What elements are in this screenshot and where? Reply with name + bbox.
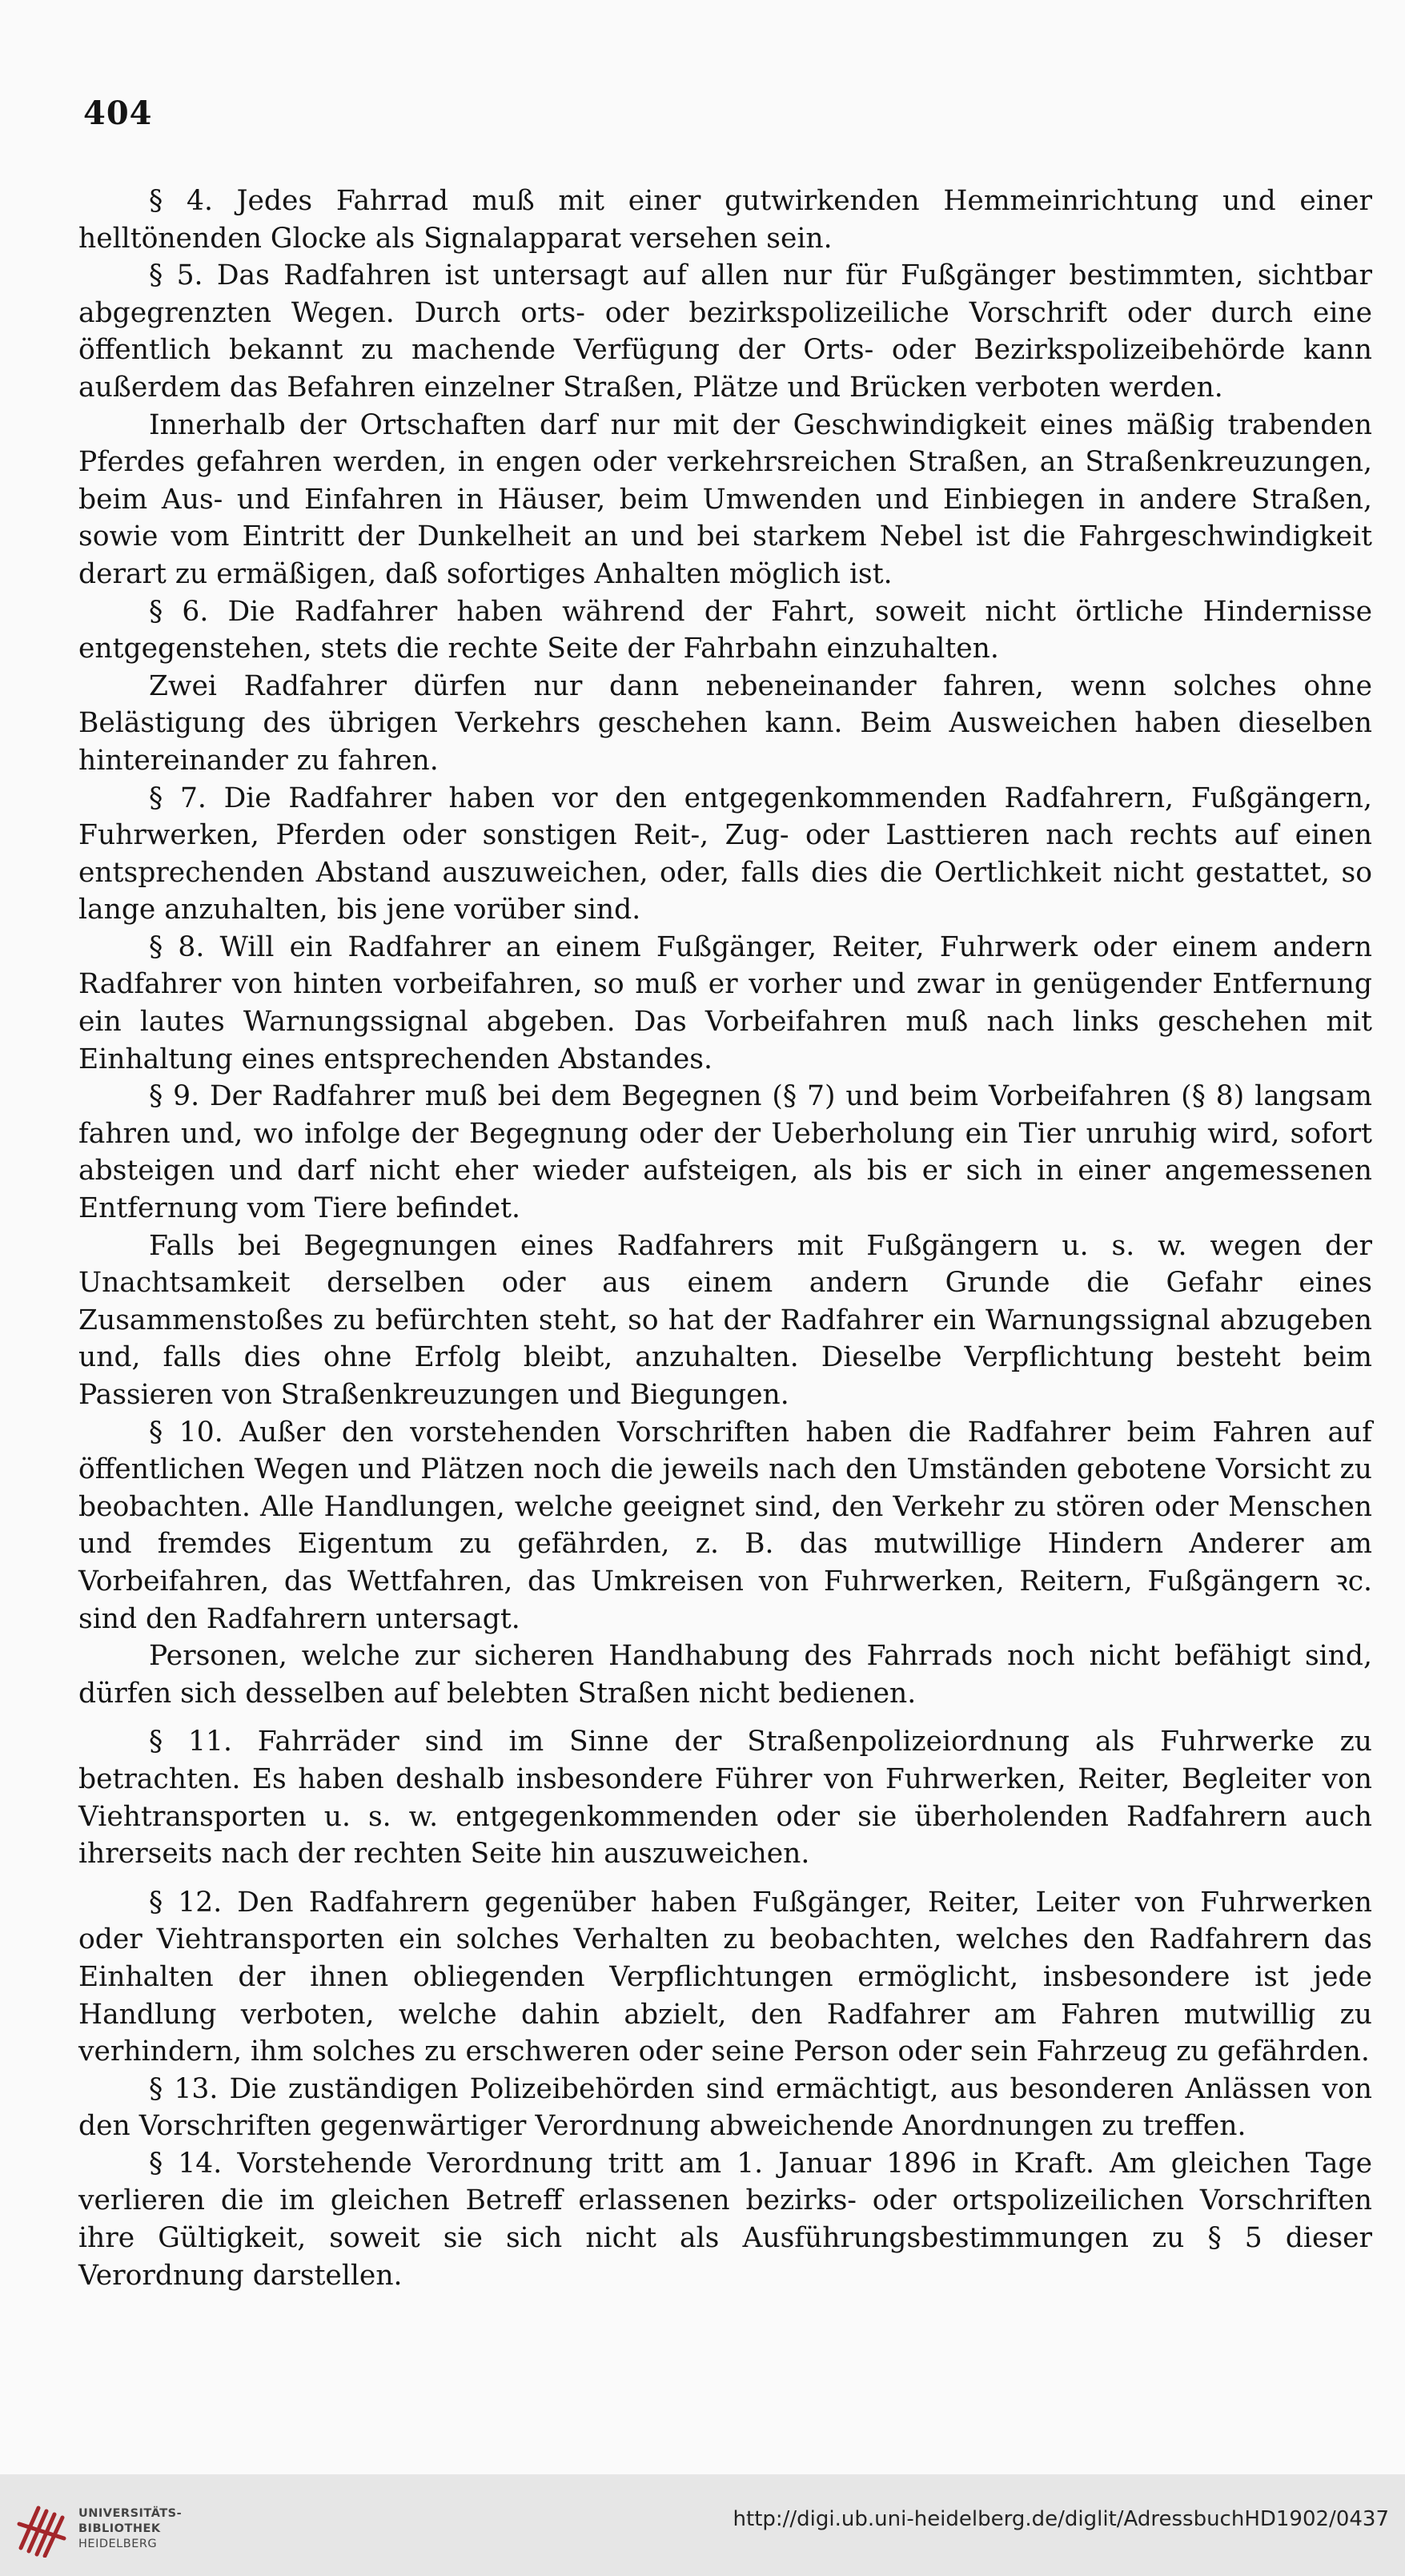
paragraph-unskilled-riders: Personen, welche zur sicheren Handhabung des Fahrrads noch nicht befähigt sind, dürfen sich desselben auf belebten Straßen nicht bedienen. <box>78 1640 1372 1710</box>
library-logo[interactable] <box>14 2490 207 2562</box>
logo-line-city: HEIDELBERG <box>78 2538 158 2550</box>
paragraph-section-13: § 13. Die zuständigen Polizeibehörden sind ermächtigt, aus besonderen Anlässen von den Vorschriften gegenwärtiger Verordnung abweichende Anordnungen zu treffen. <box>78 2072 1372 2143</box>
paragraph-section-6: § 6. Die Radfahrer haben während der Fahrt, soweit nicht örtliche Hindernisse entgegenstehen, stets die rechte Seite der Fahrbahn einzuhalten. <box>78 595 1372 665</box>
page-number: 404 <box>83 94 153 132</box>
paragraph-side-by-side: Zwei Radfahrer dürfen nur dann nebeneinander fahren, wenn solches ohne Belästigung des übrigen Verkehrs geschehen kann. Beim Ausweichen haben dieselben hintereinander zu fahren. <box>78 669 1372 777</box>
paragraph-collision-warning: Falls bei Begegnungen eines Radfahrers mit Fußgängern u. s. w. wegen der Unachtsamkeit derselben oder aus einem andern Grunde die Gefahr eines Zusammenstoßes zu befürchten steht, so hat der Radfahrer ein Warnungssignal abzugeben und, falls dies ohne Erfolg bleibt, anzuhalten. Dieselbe Verpflichtung besteht beim Passieren von Straßenkreuzungen und Biegungen. <box>78 1229 1372 1411</box>
paragraph-section-14: § 14. Vorstehende Verordnung tritt am 1. Januar 1896 in Kraft. Am gleichen Tage verlieren die im gleichen Betreff erlassenen bezirks- oder ortspolizeilichen Vorschriften ihre Gültigkeit, soweit sie sich nicht als Ausführungsbestimmungen zu § 5 dieser Verordnung darstellen. <box>78 2147 1372 2292</box>
logo-line-university: UNIVERSITÄTS- <box>78 2507 183 2520</box>
library-logo-text <box>78 2506 182 2552</box>
paragraph-speed-rules: Innerhalb der Ortschaften darf nur mit der Geschwindigkeit eines mäßig trabenden Pferdes gefahren werden, in engen oder verkehrsreichen Straßen, an Straßenkreuzungen, beim Aus- und Einfahren in Häuser, beim Umwenden und Einbiegen in andere Straßen, sowie vom Eintritt der Dunkelheit an und bei starkem Nebel ist die Fahrgeschwindigkeit derart zu ermäßigen, daß sofortiges Anhalten möglich ist. <box>78 408 1372 590</box>
paragraph-section-11: § 11. Fahrräder sind im Sinne der Straßenpolizeiordnung als Fuhrwerke zu betrachten. Es haben deshalb insbesondere Führer von Fuhrwerken, Reiter, Begleiter von Viehtransporten u. s. w. entgegenkommenden oder sie überholenden Radfahrern auch ihrerseits nach der rechten Seite hin auszuweichen. <box>78 1726 1372 1871</box>
footer-bar <box>0 2474 1405 2576</box>
paragraph-section-5: § 5. Das Radfahren ist untersagt auf allen nur für Fußgänger bestimmten, sichtbar abgegrenzten Wegen. Durch orts- oder bezirkspolizeiliche Vorschrift oder durch eine öffentlich bekannt zu machende Verfügung der Orts- oder Bezirkspolizeibehörde kann außerdem das Befahren einzelner Straßen, Plätze und Brücken verboten werden. <box>78 259 1372 404</box>
paragraph-section-12: § 12. Den Radfahrern gegenüber haben Fußgänger, Reiter, Leiter von Fuhrwerken oder Viehtransporten ein solches Verhalten zu beobachten, welches den Radfahrern das Einhalten der ihnen obliegenden Verpflichtungen ermöglicht, insbesondere ist jede Handlung verboten, welche dahin abzielt, den Radfahrer am Fahren mutwillig zu verhindern, ihm solches zu erschweren oder seine Person oder sein Fahrzeug zu gefährden. <box>78 1886 1372 2068</box>
paragraph-section-8: § 8. Will ein Radfahrer an einem Fußgänger, Reiter, Fuhrwerk oder einem andern Radfahrer von hinten vorbeifahren, so muß er vorher und zwar in genügender Entfernung ein lautes Warnungssignal abgeben. Das Vorbeifahren muß nach links geschehen mit Einhaltung eines entsprechenden Abstandes. <box>78 930 1372 1075</box>
paragraph-section-4: § 4. Jedes Fahrrad muß mit einer gutwirkenden Hemmeinrichtung und einer helltönenden Glocke als Signalapparat versehen sein. <box>78 185 1372 255</box>
ordinance-text <box>78 183 1372 2294</box>
logo-line-library: BIBLIOTHEK <box>78 2522 161 2535</box>
paragraph-section-9: § 9. Der Radfahrer muß bei dem Begegnen (§ 7) und beim Vorbeifahren (§ 8) langsam fahren und, wo infolge der Begegnung oder der Ueberholung ein Tier unruhig wird, sofort absteigen und darf nicht eher wieder aufsteigen, als bis er sich in einer angemessenen Entfernung vom Tiere befindet. <box>78 1080 1372 1225</box>
source-url-link[interactable]: http://digi.ub.uni-heidelberg.de/diglit/AdressbuchHD1902/0437 <box>733 2507 1389 2531</box>
paragraph-section-10: § 10. Außer den vorstehenden Vorschriften haben die Radfahrer beim Fahren auf öffentlichen Wegen und Plätzen noch die jeweils nach den Umständen gebotene Vorsicht zu beobachten. Alle Handlungen, welche geeignet sind, den Verkehr zu stören oder Menschen und fremdes Eigentum zu gefährden, z. B. das mutwillige Hindern Anderer am Vorbeifahren, das Wettfahren, das Umkreisen von Fuhrwerken, Reitern, Fußgängern ꝛc. sind den Radfahrern untersagt. <box>78 1416 1372 1635</box>
university-seal-icon <box>14 2492 70 2558</box>
paragraph-section-7: § 7. Die Radfahrer haben vor den entgegenkommenden Radfahrern, Fußgängern, Fuhrwerken, Pferden oder sonstigen Reit-, Zug- oder Lasttieren nach rechts auf einen entsprechenden Abstand auszuweichen, oder, falls dies die Oertlichkeit nicht gestattet, so lange anzuhalten, bis jene vorüber sind. <box>78 782 1372 926</box>
